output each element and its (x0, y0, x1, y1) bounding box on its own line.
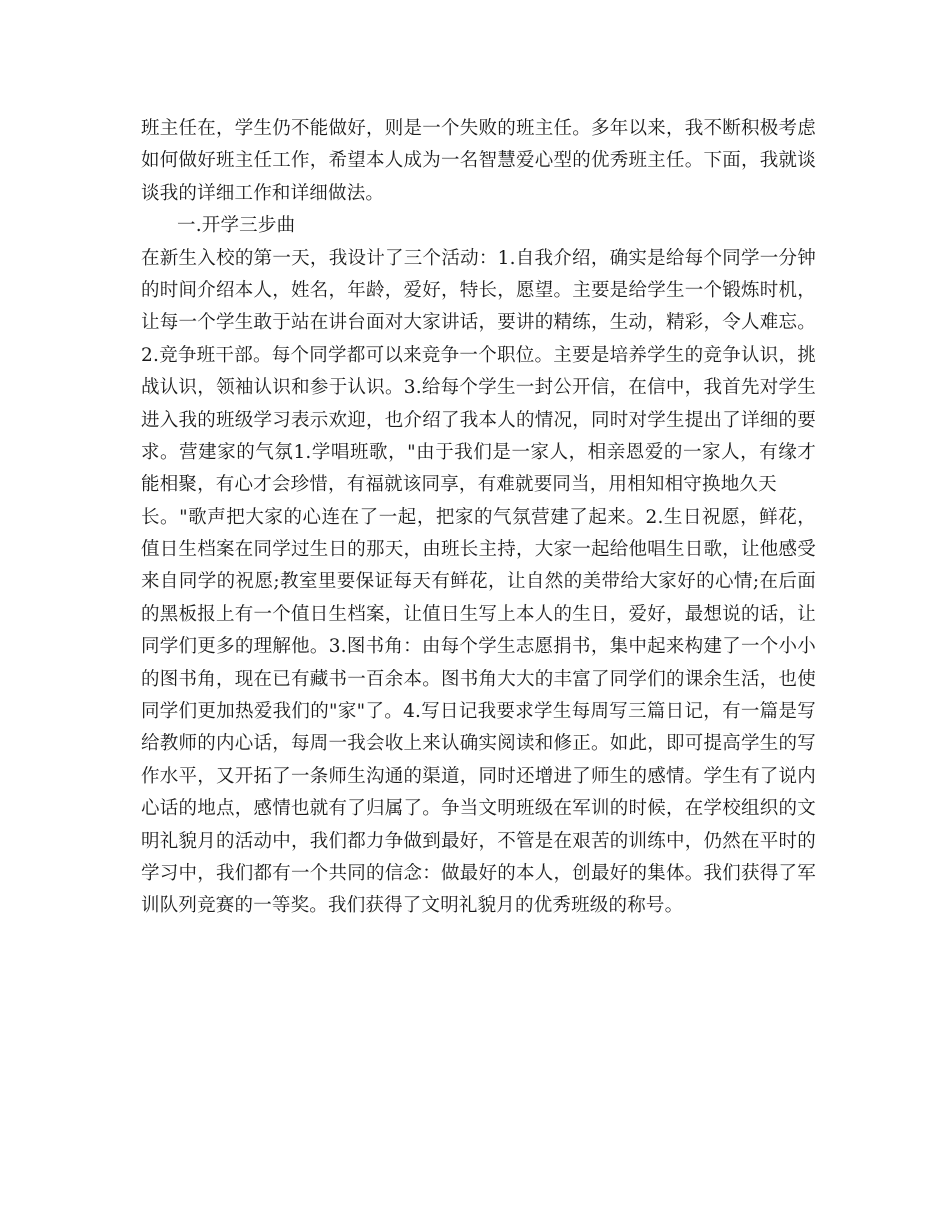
paragraph-line: 训队列竞赛的一等奖。我们获得了文明礼貌月的优秀班级的称号。 (141, 895, 684, 917)
paragraph-line: 求。营建家的气氛1.学唱班歌，"由于我们是一家人，相亲恩爱的一家人，有缘才 (141, 441, 816, 463)
paragraph-line: 的时间介绍本人，姓名，年龄，爱好，特长，愿望。主要是给学生一个锻炼时机， (141, 279, 816, 301)
paragraph-line: 的图书角，现在已有藏书一百余本。图书角大大的丰富了同学们的课余生活，也使 (141, 668, 816, 690)
paragraph-line: 明礼貌月的活动中，我们都力争做到最好，不管是在艰苦的训练中，仍然在平时的 (141, 830, 816, 852)
paragraph-line: 给教师的内心话，每周一我会收上来认确实阅读和修正。如此，即可提高学生的写 (141, 733, 816, 755)
paragraph-line: 在新生入校的第一天，我设计了三个活动：1.自我介绍，确实是给每个同学一分钟 (141, 247, 816, 269)
paragraph-line: 进入我的班级学习表示欢迎，也介绍了我本人的情况，同时对学生提出了详细的要 (141, 409, 816, 431)
document-body (141, 113, 816, 923)
paragraph-line: 谈我的详细工作和详细做法。 (141, 182, 385, 204)
paragraph-line: 值日生档案在同学过生日的那天，由班长主持，大家一起给他唱生日歌，让他感受 (141, 539, 816, 561)
paragraph-line: 长。"歌声把大家的心连在了一起，把家的气氛营建了起来。2.生日祝愿，鲜花， (141, 506, 816, 528)
paragraph-line: 的黑板报上有一个值日生档案，让值日生写上本人的生日，爱好，最想说的话，让 (141, 603, 816, 625)
paragraph-line: 能相聚，有心才会珍惜，有福就该同享，有难就要同当，用相知相守换地久天 (141, 474, 777, 496)
paragraph-line: 如何做好班主任工作，希望本人成为一名智慧爱心型的优秀班主任。下面，我就谈 (141, 150, 816, 172)
paragraph-line: 同学们更加热爱我们的"家"了。4.写日记我要求学生每周写三篇日记，有一篇是写 (141, 701, 816, 723)
paragraph-line: 作水平，又开拓了一条师生沟通的渠道，同时还增进了师生的感情。学生有了说内 (141, 765, 816, 787)
section-heading: 一.开学三步曲 (177, 215, 296, 237)
paragraph-line: 让每一个学生敢于站在讲台面对大家讲话，要讲的精练，生动，精彩，令人难忘。 (141, 312, 816, 334)
paragraph-line: 学习中，我们都有一个共同的信念：做最好的本人，创最好的集体。我们获得了军 (141, 862, 816, 884)
paragraph-line: 战认识，领袖认识和参于认识。3.给每个学生一封公开信，在信中，我首先对学生 (141, 377, 816, 399)
paragraph-line: 心话的地点，感情也就有了归属了。争当文明班级在军训的时候，在学校组织的文 (141, 798, 816, 820)
paragraph-line: 班主任在，学生仍不能做好，则是一个失败的班主任。多年以来，我不断积极考虑 (141, 118, 816, 139)
paragraph-line: 同学们更多的理解他。3.图书角：由每个学生志愿捐书，集中起来构建了一个小小 (141, 636, 816, 658)
paragraph-line: 来自同学的祝愿;教室里要保证每天有鲜花，让自然的美带给大家好的心情;在后面 (141, 571, 816, 593)
paragraph-line: 2.竞争班干部。每个同学都可以来竞争一个职位。主要是培养学生的竞争认识，挑 (141, 344, 816, 366)
